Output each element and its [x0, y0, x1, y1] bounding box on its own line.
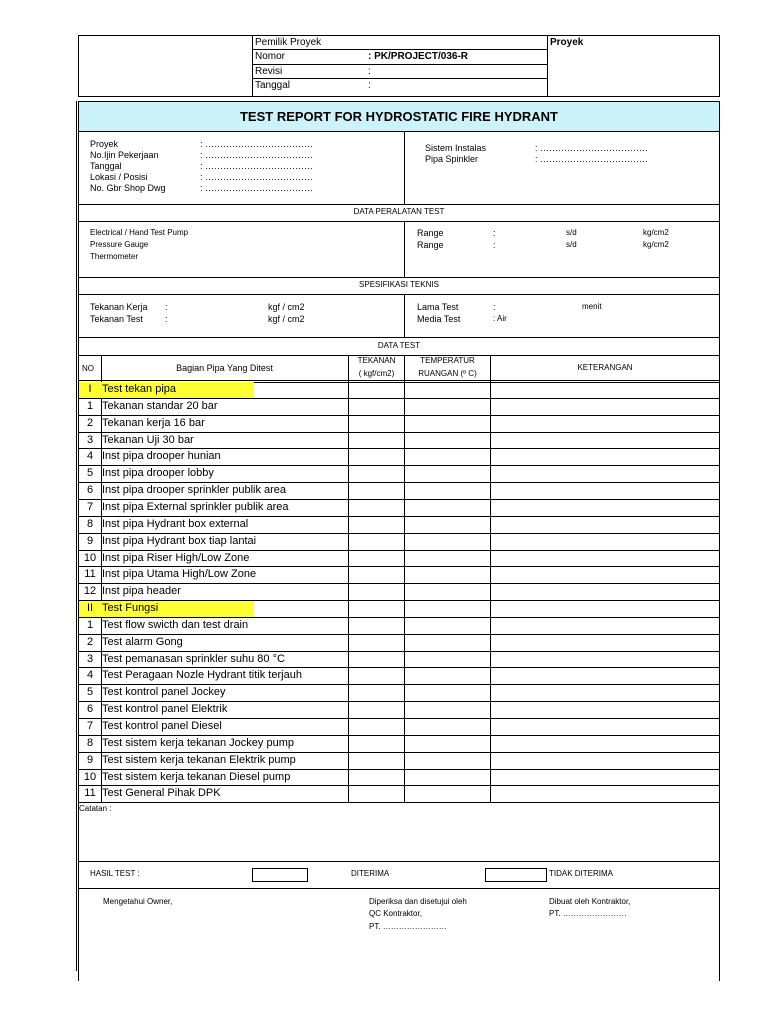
info-divider [404, 132, 405, 204]
row-number: I [88, 383, 92, 395]
project-label: Proyek [550, 37, 584, 48]
header-divider [252, 35, 253, 97]
col-part-header: Bagian Pipa Yang Ditest [176, 363, 273, 373]
equipment-section-title: DATA PERALATAN TEST [353, 207, 445, 216]
test-pressure-label: Tekanan Test [90, 314, 143, 324]
accepted-label: DITERIMA [351, 869, 390, 878]
test-media-value: : Air [493, 314, 507, 323]
row-description: Inst pipa drooper sprinkler publik area [102, 484, 287, 497]
info-label: Lokasi / Posisi [90, 172, 148, 182]
range-colon: : [493, 240, 496, 250]
date-value: : [368, 80, 371, 91]
range-unit: kg/cm2 [643, 228, 669, 237]
info-label: Proyek [90, 139, 119, 149]
range-sd: s/d [566, 228, 577, 237]
row-number: 10 [83, 551, 97, 564]
date-label: Tanggal [255, 80, 291, 91]
accepted-checkbox[interactable] [252, 868, 308, 882]
row-number: 7 [86, 720, 94, 732]
spec-colon: : [165, 302, 168, 312]
test-pressure-unit: kgf / cm2 [268, 314, 305, 324]
info-label: No.Ijin Pekerjaan [90, 150, 159, 160]
info-dotted-field[interactable]: : ……………………………… [535, 143, 649, 153]
row-number: 11 [84, 787, 96, 800]
row-description: Test pemanasan sprinkler suhu 80 °C [102, 652, 285, 665]
row-description: Test kontrol panel Jockey [102, 686, 226, 699]
row-number: 2 [86, 416, 94, 429]
range-label: Range [417, 228, 444, 238]
row-number: 1 [86, 399, 94, 412]
section-rule [79, 861, 719, 862]
equipment-divider [404, 221, 405, 277]
test-duration-unit: menit [582, 302, 602, 311]
row-number: 5 [86, 686, 94, 699]
header-divider [547, 35, 548, 97]
test-duration-label: Lama Test [417, 302, 459, 312]
spec-colon: : [165, 314, 168, 324]
col-notes-header: KETERANGAN [577, 363, 633, 372]
row-description: Test Fungsi [102, 602, 159, 615]
info-dotted-field[interactable]: : ……………………………… [200, 183, 314, 193]
row-number: 8 [86, 736, 94, 749]
row-number: 7 [86, 500, 94, 513]
row-description: Test sistem kerja tekanan Elektrik pump [102, 753, 296, 766]
row-number: 12 [83, 585, 97, 598]
number-label: Nomor [255, 51, 286, 62]
row-number: 9 [86, 534, 94, 547]
row-description: Inst pipa Utama High/Low Zone [102, 568, 257, 581]
notes-label: Catatan : [79, 804, 112, 813]
range-unit: kg/cm2 [643, 240, 669, 249]
working-pressure-unit: kgf / cm2 [268, 302, 305, 312]
equipment-item: Electrical / Hand Test Pump [90, 228, 189, 237]
rejected-label: TIDAK DITERIMA [549, 869, 614, 878]
info-label: Sistem Instalas [425, 143, 487, 153]
col-no-header: NO [82, 364, 94, 373]
row-description: Inst pipa drooper lobby [102, 467, 214, 480]
row-number: 2 [86, 635, 94, 648]
row-description: Test flow swicth dan test drain [102, 618, 249, 631]
info-dotted-field[interactable]: : ……………………………… [535, 154, 649, 164]
row-number: 4 [86, 450, 94, 463]
info-dotted-field[interactable]: : ……………………………… [200, 172, 314, 182]
row-description: Test sistem kerja tekanan Diesel pump [102, 770, 291, 783]
info-label: Pipa Spinkler [425, 154, 479, 164]
col-temp-unit-header: RUANGAN (º C) [418, 369, 477, 378]
info-dotted-field[interactable]: : ……………………………… [200, 150, 314, 160]
number-value: : PK/PROJECT/036-R [368, 51, 469, 62]
range-sd: s/d [566, 240, 577, 249]
equipment-item: Thermometer [90, 252, 139, 261]
section-rule [79, 204, 719, 205]
header-rule [252, 49, 547, 50]
working-pressure-label: Tekanan Kerja [90, 302, 148, 312]
rejected-checkbox[interactable] [485, 868, 547, 882]
row-description: Inst pipa drooper hunian [102, 450, 221, 463]
spec-colon: : [493, 302, 496, 312]
range-label: Range [417, 240, 444, 250]
row-description: Test tekan pipa [102, 383, 176, 395]
row-number: II [86, 602, 94, 615]
section-rule [79, 888, 719, 889]
row-description: Test alarm Gong [102, 635, 183, 648]
row-description: Inst pipa header [102, 585, 181, 598]
header-rule [252, 64, 547, 65]
contractor-signature-label: Dibuat oleh Kontraktor, [549, 897, 631, 906]
row-number: 3 [86, 433, 94, 446]
row-number: 9 [86, 753, 94, 766]
row-number: 6 [86, 484, 94, 497]
revision-label: Revisi [255, 66, 283, 77]
equipment-item: Pressure Gauge [90, 240, 149, 249]
qc-signature-company: PT. …………………… [369, 922, 447, 931]
table-row[interactable] [79, 600, 719, 617]
qc-signature-role: QC Kontraktor, [369, 909, 422, 918]
row-description: Test kontrol panel Elektrik [102, 703, 228, 716]
spec-divider [404, 294, 405, 337]
row-description: Inst pipa Hydrant box external [102, 517, 249, 530]
spec-section-title: SPESIFIKASI TEKNIS [359, 280, 439, 289]
row-description: Tekanan standar 20 bar [102, 399, 218, 412]
row-description: Test Peragaan Nozle Hydrant titik terjauh [102, 669, 302, 682]
document-header [78, 35, 720, 97]
info-dotted-field[interactable]: : ……………………………… [200, 139, 314, 149]
info-label: No. Gbr Shop Dwg [90, 183, 166, 193]
row-description: Inst pipa Hydrant box tiap lantai [102, 534, 257, 547]
row-number: 5 [86, 467, 94, 480]
section-rule [79, 294, 719, 295]
result-label: HASIL TEST : [90, 869, 140, 878]
row-description: Inst pipa Riser High/Low Zone [102, 551, 250, 564]
report-title: TEST REPORT FOR HYDROSTATIC FIRE HYDRANT [239, 109, 559, 124]
form-inner-left [76, 101, 77, 971]
info-dotted-field[interactable]: : ……………………………… [200, 161, 314, 171]
row-number: 6 [86, 703, 94, 716]
owner-signature-label: Mengetahui Owner, [103, 897, 173, 906]
row-number: 3 [86, 652, 94, 665]
row-number: 10 [83, 770, 97, 783]
row-description: Tekanan Uji 30 bar [102, 433, 194, 446]
qc-signature-label: Diperiksa dan disetujui oleh [369, 897, 467, 906]
row-number: 8 [86, 517, 94, 530]
table-row-rule [79, 802, 719, 803]
row-description: Test kontrol panel Diesel [102, 720, 222, 732]
row-number: 11 [84, 568, 96, 581]
row-description: Test sistem kerja tekanan Jockey pump [102, 736, 294, 749]
data-test-section-title: DATA TEST [377, 341, 421, 350]
row-description: Tekanan kerja 16 bar [102, 416, 205, 429]
section-rule [79, 355, 719, 356]
test-media-label: Media Test [417, 314, 461, 324]
row-number: 1 [86, 618, 94, 631]
header-rule [252, 78, 547, 79]
section-rule [79, 277, 719, 278]
section-rule [79, 221, 719, 222]
revision-value: : [368, 66, 371, 77]
col-temp-header: TEMPERATUR [420, 356, 475, 365]
col-pressure-header: TEKANAN [357, 356, 396, 365]
col-pressure-unit-header: ( kgf/cm2) [358, 369, 395, 378]
row-description: Test General Pihak DPK [102, 787, 221, 800]
row-number: 4 [86, 669, 94, 682]
section-rule [79, 337, 719, 338]
range-colon: : [493, 228, 496, 238]
row-description: Inst pipa External sprinkler publik area [102, 500, 289, 513]
owner-label: Pemilik Proyek [255, 37, 322, 48]
contractor-signature-company: PT. …………………… [549, 909, 627, 918]
info-label: Tanggal [90, 161, 122, 171]
